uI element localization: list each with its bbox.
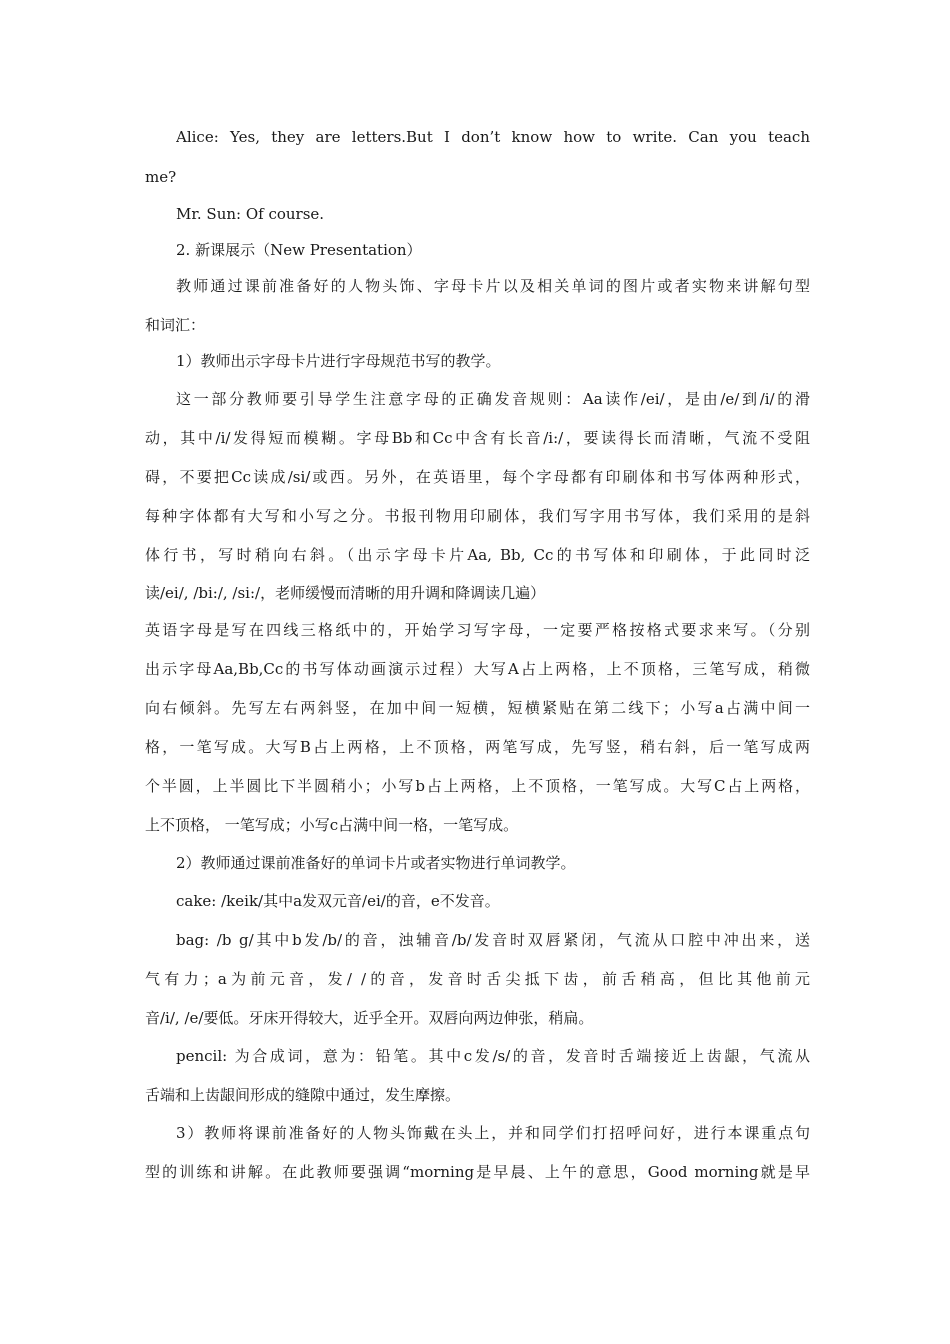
- subheading-headwear: 3）教师将课前准备好的人物头饰戴在头上，并和同学们打招呼问好，进行本课重点句: [176, 1124, 810, 1142]
- vocab-line-cake: cake: /keik/其中a发双元音/ei/的音，e不发音。: [176, 892, 500, 910]
- paragraph-line: 型的训练和讲解。在此教师要强调“morning是早晨、上午的意思，Good morning就是早: [145, 1163, 810, 1181]
- dialogue-line-alice-cont: me?: [145, 168, 177, 186]
- paragraph-line: 动，其中/i/发得短而模糊。字母Bb和Cc中含有长音/i:/，要读得长而清晰，气流不受阻: [145, 429, 810, 447]
- subheading-word-cards: 2）教师通过课前准备好的单词卡片或者实物进行单词教学。: [176, 854, 576, 872]
- paragraph-line: 出示字母Aa,Bb,Cc的书写体动画演示过程）大写A占上两格，上不顶格，三笔写成，稍微: [145, 660, 810, 678]
- paragraph-line: 和词汇：: [145, 316, 206, 334]
- paragraph-line: 上不顶格， 一笔写成；小写c占满中间一格，一笔写成。: [145, 816, 519, 834]
- paragraph-line: 教师通过课前准备好的人物头饰、字母卡片以及相关单词的图片或者实物来讲解句型: [176, 277, 810, 295]
- paragraph-line: 读/ei/, /bi:/, /si:/，老师缓慢而清晰的用升调和降调读几遍）: [145, 584, 546, 602]
- paragraph-line: 体行书，写时稍向右斜。（出示字母卡片Aa, Bb, Cc的书写体和印刷体，于此同时泛: [145, 546, 810, 564]
- dialogue-line-alice: Alice: Yes, they are letters.But I don’t know how to write. Can you teach: [176, 128, 810, 146]
- paragraph-line: 格，一笔写成。大写B占上两格，上不顶格，两笔写成，先写竖，稍右斜，后一笔写成两: [145, 738, 810, 756]
- paragraph-line: 个半圆，上半圆比下半圆稍小；小写b占上两格，上不顶格，一笔写成。大写C占上两格，: [145, 777, 810, 795]
- paragraph-line: 这一部分教师要引导学生注意字母的正确发音规则：Aa读作/ei/，是由/e/到/i/的滑: [176, 390, 810, 408]
- vocab-line-pencil: pencil: 为合成词，意为：铅笔。其中c发/s/的音，发音时舌端接近上齿龈，气流从: [176, 1047, 810, 1065]
- dialogue-line-mr-sun: Mr. Sun: Of course.: [176, 205, 325, 223]
- paragraph-line: 每种字体都有大写和小写之分。书报刊物用印刷体，我们写字用书写体，我们采用的是斜: [145, 507, 810, 525]
- paragraph-line: 碍，不要把Cc读成/si/或西。另外，在英语里，每个字母都有印刷体和书写体两种形式，: [145, 468, 810, 486]
- vocab-line-bag: bag: /b g/其中b发/b/的音，浊辅音/b/发音时双唇紧闭，气流从口腔中冲出来，送: [176, 931, 810, 949]
- paragraph-line: 气有力；a为前元音，发/ /的音，发音时舌尖抵下齿，前舌稍高，但比其他前元: [145, 970, 810, 988]
- section-heading-new-presentation: 2. 新课展示（New Presentation）: [176, 241, 422, 259]
- paragraph-line: 向右倾斜。先写左右两斜竖，在加中间一短横，短横紧贴在第二线下；小写a占满中间一: [145, 699, 810, 717]
- subheading-letter-cards: 1）教师出示字母卡片进行字母规范书写的教学。: [176, 352, 501, 370]
- paragraph-line: 舌端和上齿龈间形成的缝隙中通过，发生摩擦。: [145, 1086, 461, 1104]
- paragraph-line: 英语字母是写在四线三格纸中的，开始学习写字母，一定要严格按格式要求来写。（分别: [145, 621, 810, 639]
- paragraph-line: 音/i/, /e/要低。牙床开得较大，近乎全开。双唇向两边伸张，稍扁。: [145, 1009, 594, 1027]
